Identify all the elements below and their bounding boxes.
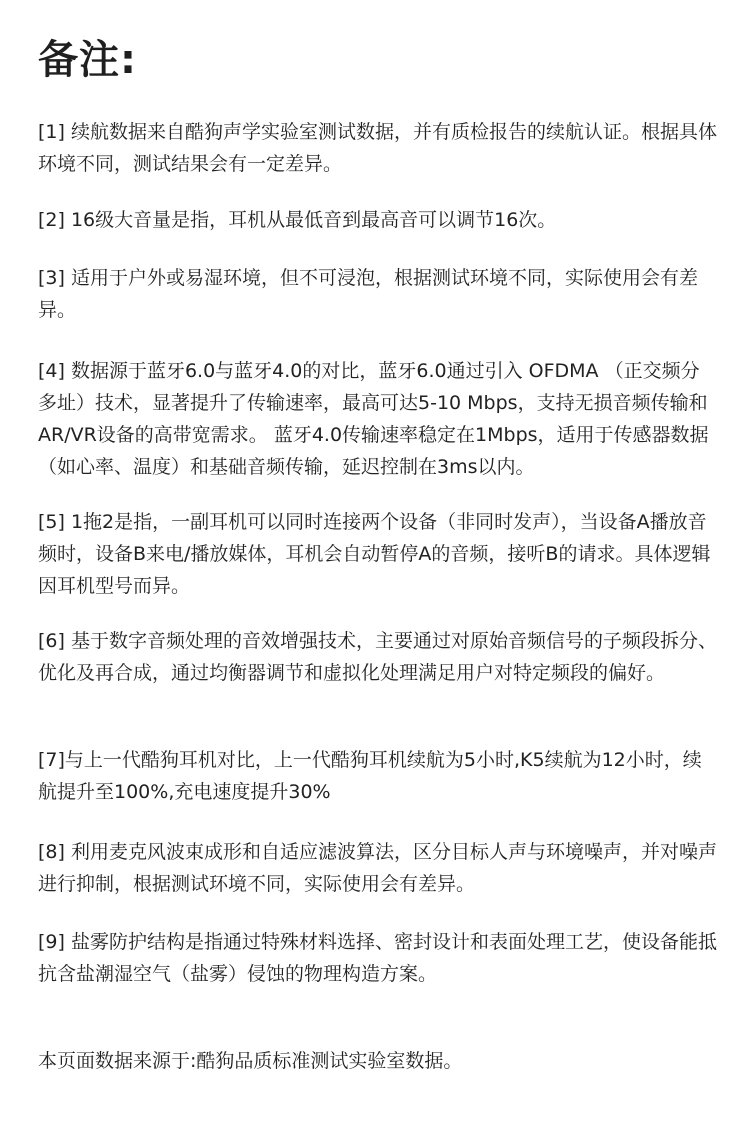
note-2: [2] 16级大音量是指，耳机从最低音到最高音可以调节16次。 (38, 209, 557, 231)
note-7: [7]与上一代酷狗耳机对比，上一代酷狗耳机续航为5小时,K5续航为12小时，续航提升至100%,充电速度提升30% (38, 749, 702, 803)
note-1: [1] 续航数据来自酷狗声学实验室测试数据，并有质检报告的续航认证。根据具体环境不同，测试结果会有一定差异。 (38, 121, 717, 175)
data-source-note: 本页面数据来源于:酷狗品质标准测试实验室数据。 (38, 1050, 463, 1072)
note-4: [4] 数据源于蓝牙6.0与蓝牙4.0的对比，蓝牙6.0通过引入 OFDMA （正交频分多址）技术，显著提升了传输速率，最高可达5-10 Mbps，支持无损音频传输和AR/VR设备的高带宽需求。 蓝牙4.0传输速率稳定在1Mbps，适用于传感器数据（如心率、温度）和基础音频传输，延迟控制在3ms以内。 (38, 360, 709, 478)
note-5: [5] 1拖2是指，一副耳机可以同时连接两个设备（非同时发声），当设备A播放音频时，设备B来电/播放媒体，耳机会自动暂停A的音频，接听B的请求。具体逻辑因耳机型号而异。 (38, 511, 711, 597)
page-title: 备注: (38, 37, 137, 83)
note-9: [9] 盐雾防护结构是指通过特殊材料选择、密封设计和表面处理工艺，使设备能抵抗含盐潮湿空气（盐雾）侵蚀的物理构造方案。 (38, 931, 717, 985)
note-3: [3] 适用于户外或易湿环境，但不可浸泡，根据测试环境不同，实际使用会有差异。 (38, 267, 698, 321)
note-8: [8] 利用麦克风波束成形和自适应滤波算法，区分目标人声与环境噪声，并对噪声进行抑制，根据测试环境不同，实际使用会有差异。 (38, 841, 717, 895)
note-6: [6] 基于数字音频处理的音效增强技术，主要通过对原始音频信号的子频段拆分、优化及再合成，通过均衡器调节和虚拟化处理满足用户对特定频段的偏好。 (38, 630, 717, 684)
